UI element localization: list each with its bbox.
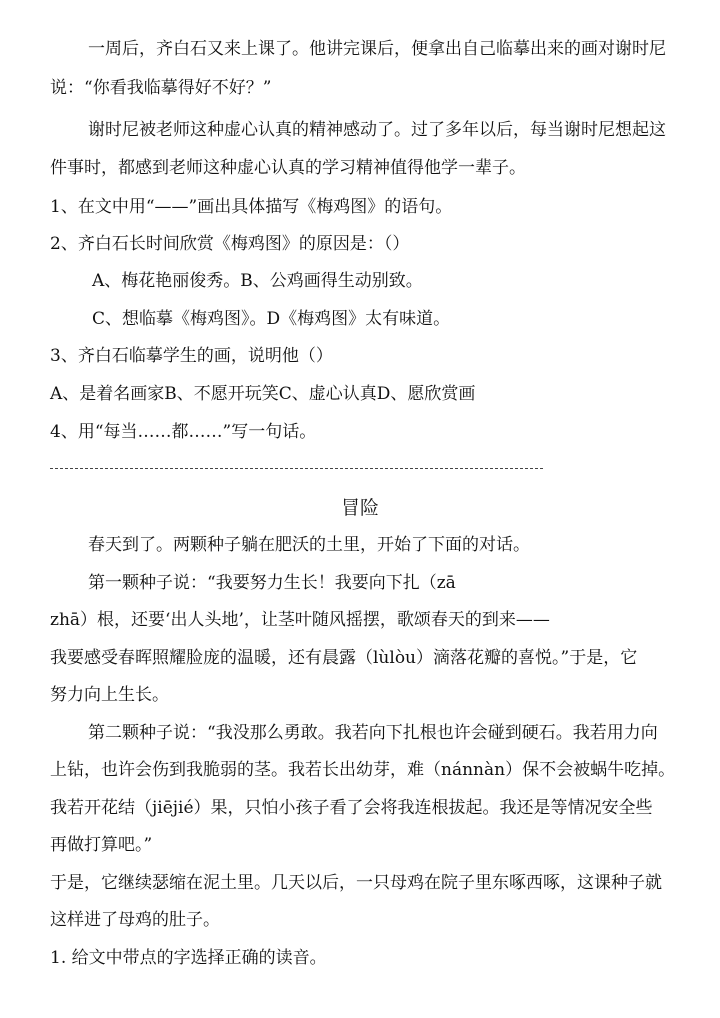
paragraph-line: 说：“你看我临摹得好不好？”	[50, 78, 272, 98]
question-4: 4、用“每当……都……”写一句话。	[50, 422, 317, 442]
dashed-divider	[50, 468, 543, 469]
paragraph-line: 我若开花结（jiējié）果，只怕小孩子看了会将我连根拔起。我还是等情况安全些	[50, 798, 653, 818]
paragraph-line: 一周后，齐白石又来上课了。他讲完课后，便拿出自己临摹出来的画对谢时尼	[88, 39, 666, 59]
paragraph-line: 春天到了。两颗种子躺在肥沃的土里，开始了下面的对话。	[88, 535, 530, 555]
paragraph-line: zhā）根，还要‘出人头地’，让茎叶随风摇摆，歌颂春天的到来——	[50, 610, 550, 630]
question-2-options-cd: C、想临摹《梅鸡图》。D《梅鸡图》太有味道。	[92, 309, 451, 329]
paragraph-line: 我要感受春晖照耀脸庞的温暖，还有晨露（lùlòu）滴落花瓣的喜悦。”于是，它	[50, 648, 638, 668]
question-2-options-ab: A、梅花艳丽俊秀。B、公鸡画得生动别致。	[92, 271, 423, 291]
paragraph-line: 第一颗种子说：“我要努力生长！我要向下扎（zā	[88, 573, 456, 593]
paragraph-line: 谢时尼被老师这种虚心认真的精神感动了。过了多年以后，每当谢时尼想起这	[88, 120, 666, 140]
question-2: 2、齐白石长时间欣赏《梅鸡图》的原因是：（）	[50, 234, 410, 254]
question-3-options: A、是着名画家B、不愿开玩笑C、虚心认真D、愿欣赏画	[50, 384, 476, 404]
question-1: 1. 给文中带点的字选择正确的读音。	[50, 948, 327, 968]
question-1: 1、在文中用“——”画出具体描写《梅鸡图》的语句。	[50, 197, 453, 217]
paragraph-line: 这样进了母鸡的肚子。	[50, 910, 220, 930]
paragraph-line: 再做打算吧。”	[50, 835, 153, 855]
question-3: 3、齐白石临摹学生的画，说明他（）	[50, 346, 333, 366]
story-title: 冒险	[340, 497, 379, 519]
paragraph-line: 努力向上生长。	[50, 685, 169, 705]
paragraph-line: 件事时，都感到老师这种虚心认真的学习精神值得他学一辈子。	[50, 158, 526, 178]
paragraph-line: 上钻，也许会伤到我脆弱的茎。我若长出幼芽，难（nánnàn）保不会被蜗牛吃掉。	[50, 760, 676, 780]
paragraph-line: 于是，它继续瑟缩在泥土里。几天以后，一只母鸡在院子里东啄西啄，这课种子就	[50, 873, 662, 893]
paragraph-line: 第二颗种子说：“我没那么勇敢。我若向下扎根也许会碰到硬石。我若用力向	[88, 723, 658, 743]
